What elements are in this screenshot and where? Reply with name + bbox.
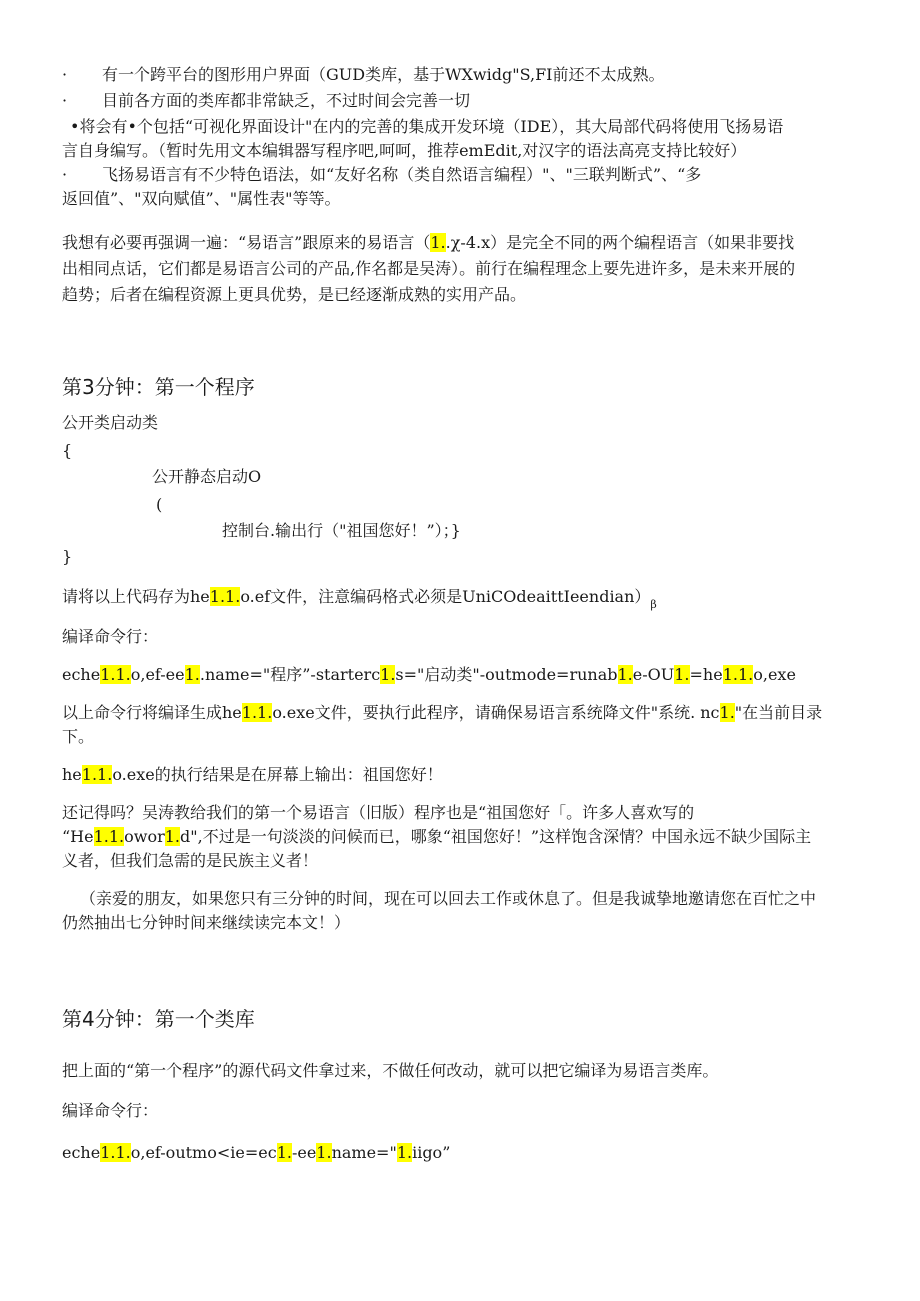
- text-run: o.ef文件，注意编码格式必须是UniCOdeaittIeendian）: [240, 587, 651, 606]
- text-run: o,ef-ee: [130, 665, 185, 684]
- friend-note-line2: 仍然抽出七分钟时间来继续读完本文！）: [62, 913, 351, 932]
- code-line-3: 公开静态启动O: [152, 467, 262, 486]
- highlight: 1.1.: [100, 665, 131, 684]
- text-run: β: [650, 598, 657, 611]
- bullet-marker: ·: [62, 91, 68, 110]
- bullet-marker: ·: [62, 165, 68, 184]
- bullet-3-line1: •将会有•个包括“可视化界面设计"在内的完善的集成开发环境（IDE），其大局部代码将使用飞扬易语: [70, 117, 784, 136]
- highlight: 1.: [316, 1143, 332, 1162]
- bullet-3-line2: 言自身编写。（暂时先用文本编辑器写程序吧,呵呵，推荐emEdit,对汉字的语法高亮支持比较好）: [62, 141, 747, 160]
- compile-label: 编译命令行：: [62, 627, 159, 646]
- text-run: d",不过是一句淡淡的问候而已，哪象“祖国您好！”这样饱含深情？中国永远不缺少国际主: [180, 827, 812, 846]
- highlight: 1.: [396, 1143, 413, 1162]
- para-emphasis-line3: 趋势；后者在编程资源上更具优势，是已经逐渐成熟的实用产品。: [62, 285, 527, 304]
- highlight: 1.: [674, 665, 690, 684]
- bullet-marker: ·: [62, 65, 68, 84]
- text-run: 以上命令行将编译生成he: [62, 703, 242, 722]
- highlight: 1.: [430, 233, 446, 252]
- run-result: [62, 764, 862, 786]
- code-line-2: {: [62, 441, 73, 460]
- highlight: 1.: [719, 703, 735, 722]
- text-run: 请将以上代码存为he: [62, 587, 210, 606]
- text-run: iigo”: [412, 1143, 451, 1162]
- section-4-title: 第4分钟：第一个类库: [62, 1007, 255, 1031]
- highlight: 1.1.: [100, 1143, 131, 1162]
- section-3-title: 第3分钟：第一个程序: [62, 375, 255, 399]
- text-run: 我想有必要再强调一遍：“易语言”跟原来的易语言（: [62, 233, 431, 252]
- text-run: o.exe的执行结果是在屏幕上输出：祖国您好！: [112, 765, 443, 784]
- text-run: "在当前目录: [734, 703, 823, 722]
- code-line-4: (: [156, 495, 163, 514]
- bullet-1: [62, 64, 862, 86]
- highlight: 1.1.: [241, 703, 273, 722]
- highlight: 1.1.: [722, 665, 754, 684]
- code-line-1: 公开类启动类: [62, 413, 159, 432]
- para-emphasis-line1: [62, 232, 862, 254]
- text-run: s="启动类"-outmode=runab: [395, 665, 618, 684]
- compile-label-2: 编译命令行：: [62, 1101, 159, 1120]
- text-run: eche: [62, 665, 101, 684]
- text-run: o.exe文件，要执行此程序，请确保易语言系统降文件"系统. nc: [272, 703, 720, 722]
- text-run: -ee: [291, 1143, 317, 1162]
- text-run: o,ef-outmo<ie=ec: [130, 1143, 277, 1162]
- friend-note-line1: （亲爱的朋友，如果您只有三分钟的时间，现在可以回去工作或休息了。但是我诚挚地邀请您在百忙之中: [80, 889, 817, 908]
- text-run: owor: [124, 827, 165, 846]
- text-run: o,exe: [753, 665, 796, 684]
- highlight: 1.: [164, 827, 181, 846]
- highlight: 1.: [380, 665, 396, 684]
- save-instruction: [62, 586, 862, 616]
- text-run: “He: [62, 827, 94, 846]
- text-run: e-OU: [632, 665, 675, 684]
- code-line-6: }: [62, 547, 73, 566]
- para-emphasis-line2: 出相同点话，它们都是易语言公司的产品,作名都是吴涛）。前行在编程理念上要先进许多，是未来开展的: [62, 259, 796, 278]
- highlight: 1.: [276, 1143, 292, 1162]
- text-run: he: [62, 765, 82, 784]
- code-line-5: 控制台.输出行（"祖国您好！”）；}: [222, 521, 461, 540]
- text-run: name=": [331, 1143, 397, 1162]
- highlight: 1.1.: [93, 827, 125, 846]
- remember-line1: 还记得吗？吴涛教给我们的第一个易语言（旧版）程序也是“祖国您好「。许多人喜欢写的: [62, 803, 695, 822]
- remember-line3: 义者，但我们急需的是民族主义者！: [62, 851, 319, 870]
- section-4-intro: 把上面的“第一个程序”的源代码文件拿过来，不做任何改动，就可以把它编译为易语言类库。: [62, 1061, 719, 1080]
- highlight: 1.1.: [81, 765, 113, 784]
- compile-note-line1: [62, 702, 862, 724]
- text-run: 有一个跨平台的图形用户界面（GUD类库，基于WXwidg"S,FI前还不太成熟。: [102, 65, 665, 84]
- text-run: 飞扬易语言有不少特色语法，如“友好名称（类自然语言编程）"、"三联判断式”、“多: [102, 165, 702, 184]
- text-run: 目前各方面的类库都非常缺乏，不过时间会完善一切: [102, 91, 471, 110]
- bullet-4-line2: 返回值”、"双向赋值”、"属性表"等等。: [62, 189, 341, 208]
- text-run: eche: [62, 1143, 101, 1162]
- remember-line2: [62, 826, 862, 848]
- bullet-4-line1: [62, 164, 862, 186]
- highlight: 1.1.: [209, 587, 241, 606]
- compile-command: [62, 664, 862, 686]
- compile-command-2: [62, 1142, 862, 1164]
- highlight: 1.: [184, 665, 200, 684]
- text-run: .χ-4.x）是完全不同的两个编程语言（如果非要找: [445, 233, 795, 252]
- bullet-2: [62, 90, 862, 112]
- highlight: 1.: [617, 665, 633, 684]
- compile-note-line2: 下。: [62, 727, 95, 746]
- text-run: =he: [689, 665, 723, 684]
- text-run: .name="程序”-starterc: [199, 665, 381, 684]
